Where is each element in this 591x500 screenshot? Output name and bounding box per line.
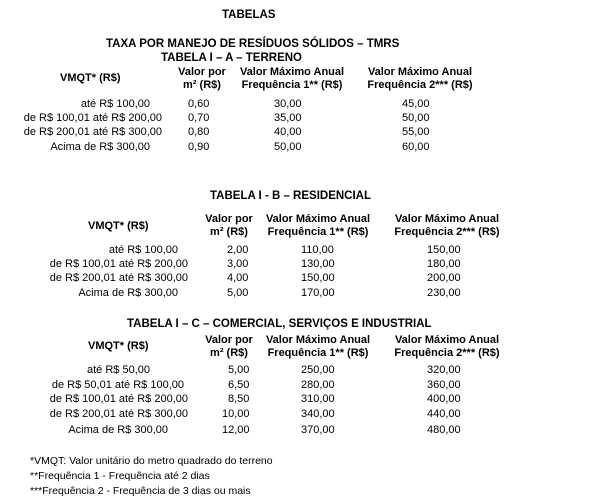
row-m2: 5,00 bbox=[228, 364, 250, 376]
row-f2: 400,00 bbox=[427, 393, 461, 405]
row-m2: 4,00 bbox=[227, 272, 249, 284]
table-b-header-vmqt: VMQT* (R$) bbox=[88, 220, 149, 232]
row-f1: 340,00 bbox=[301, 408, 335, 420]
row-m2: 0,70 bbox=[188, 112, 210, 124]
row-range: até R$ 50,00 bbox=[87, 364, 150, 376]
row-range: de R$ 100,01 até R$ 200,00 bbox=[49, 393, 188, 405]
header-line: Valor Máximo Anual bbox=[239, 66, 345, 78]
row-range: de R$ 100,01 até R$ 200,00 bbox=[49, 258, 188, 270]
row-f1: 250,00 bbox=[301, 364, 335, 376]
row-f1: 150,00 bbox=[301, 272, 335, 284]
table-c-header-valor-m2 bbox=[197, 334, 261, 360]
row-m2: 0,60 bbox=[188, 98, 210, 110]
table-a-header-vmqt: VMQT* (R$) bbox=[60, 72, 121, 84]
row-m2: 3,00 bbox=[227, 258, 249, 270]
header-line: Frequência 1** (R$) bbox=[241, 79, 343, 91]
page-title: TABELAS bbox=[222, 9, 276, 21]
header-line: Frequência 2*** (R$) bbox=[394, 347, 500, 359]
header-line: Valor por bbox=[205, 334, 253, 346]
footnote: ***Frequência 2 - Frequência de 3 dias ou mais bbox=[30, 485, 251, 497]
row-range: Acima de R$ 300,00 bbox=[78, 287, 178, 299]
header-line: Valor Máximo Anual bbox=[265, 334, 371, 346]
row-f1: 310,00 bbox=[301, 393, 335, 405]
row-range: de R$ 200,01 até R$ 300,00 bbox=[49, 272, 188, 284]
header-line: m² (R$) bbox=[210, 226, 248, 238]
row-m2: 6,50 bbox=[228, 379, 250, 391]
table-c-header-freq2 bbox=[384, 334, 510, 360]
row-f2: 45,00 bbox=[402, 98, 430, 110]
row-m2: 8,50 bbox=[228, 393, 250, 405]
table-b-header-freq1 bbox=[258, 213, 378, 239]
header-line: Frequência 2*** (R$) bbox=[394, 226, 500, 238]
row-m2: 0,90 bbox=[188, 141, 210, 153]
header-line: m² (R$) bbox=[183, 79, 221, 91]
table-c-title: TABELA I – C – COMERCIAL, SERVIÇOS E INDUSTRIAL bbox=[127, 318, 432, 330]
table-b-title: TABELA I - B – RESIDENCIAL bbox=[210, 190, 372, 202]
header-line: Valor Máximo Anual bbox=[265, 213, 371, 225]
row-f1: 370,00 bbox=[301, 424, 335, 436]
row-f1: 130,00 bbox=[301, 258, 335, 270]
row-f2: 60,00 bbox=[402, 141, 430, 153]
table-b-header-freq2 bbox=[384, 213, 510, 239]
row-f2: 200,00 bbox=[427, 272, 461, 284]
row-range: Acima de R$ 300,00 bbox=[50, 141, 150, 153]
header-line: Frequência 2*** (R$) bbox=[367, 79, 473, 91]
row-f2: 55,00 bbox=[402, 126, 430, 138]
row-range: de R$ 200,01 até R$ 300,00 bbox=[49, 408, 188, 420]
row-f2: 50,00 bbox=[402, 112, 430, 124]
row-f1: 50,00 bbox=[274, 141, 302, 153]
header-line: Valor Máximo Anual bbox=[394, 213, 500, 225]
row-f2: 440,00 bbox=[427, 408, 461, 420]
header-line: Frequência 1** (R$) bbox=[267, 226, 369, 238]
table-a-header-valor-m2 bbox=[170, 66, 234, 92]
row-f1: 30,00 bbox=[274, 98, 302, 110]
table-a-header-freq2 bbox=[358, 66, 482, 92]
footnote: *VMQT: Valor unitário do metro quadrado do terreno bbox=[30, 455, 273, 467]
header-line: Valor Máximo Anual bbox=[394, 334, 500, 346]
row-m2: 10,00 bbox=[222, 408, 250, 420]
footnote: **Frequência 1 - Frequência até 2 dias bbox=[30, 470, 210, 482]
document-subtitle: TAXA POR MANEJO DE RESÍDUOS SÓLIDOS – TMRS bbox=[106, 38, 400, 50]
header-line: Valor por bbox=[205, 213, 253, 225]
table-c-header-vmqt: VMQT* (R$) bbox=[88, 340, 149, 352]
header-line: m² (R$) bbox=[210, 347, 248, 359]
header-line: Frequência 1** (R$) bbox=[267, 347, 369, 359]
row-m2: 5,00 bbox=[227, 287, 249, 299]
table-b-header-valor-m2 bbox=[197, 213, 261, 239]
row-f2: 180,00 bbox=[427, 258, 461, 270]
row-f2: 230,00 bbox=[427, 287, 461, 299]
row-range: de R$ 50,01 até R$ 100,00 bbox=[51, 379, 184, 391]
row-range: de R$ 200,01 até R$ 300,00 bbox=[23, 126, 162, 138]
row-m2: 12,00 bbox=[222, 424, 250, 436]
row-f1: 280,00 bbox=[301, 379, 335, 391]
row-f2: 150,00 bbox=[427, 244, 461, 256]
row-m2: 0,80 bbox=[188, 126, 210, 138]
table-c-header-freq1 bbox=[258, 334, 378, 360]
row-m2: 2,00 bbox=[227, 244, 249, 256]
row-f2: 360,00 bbox=[427, 379, 461, 391]
table-a-header-freq1 bbox=[232, 66, 352, 92]
row-f1: 170,00 bbox=[301, 287, 335, 299]
row-f2: 320,00 bbox=[427, 364, 461, 376]
table-a-title: TABELA I – A – TERRENO bbox=[161, 52, 302, 64]
row-range: até R$ 100,00 bbox=[108, 244, 178, 256]
row-range: Acima de R$ 300,00 bbox=[68, 424, 168, 436]
header-line: Valor Máximo Anual bbox=[367, 66, 473, 78]
row-f2: 480,00 bbox=[427, 424, 461, 436]
row-f1: 110,00 bbox=[301, 244, 334, 256]
row-f1: 40,00 bbox=[274, 126, 302, 138]
row-range: de R$ 100,01 até R$ 200,00 bbox=[23, 112, 162, 124]
header-line: Valor por bbox=[178, 66, 226, 78]
row-f1: 35,00 bbox=[274, 112, 302, 124]
row-range: até R$ 100,00 bbox=[80, 98, 150, 110]
